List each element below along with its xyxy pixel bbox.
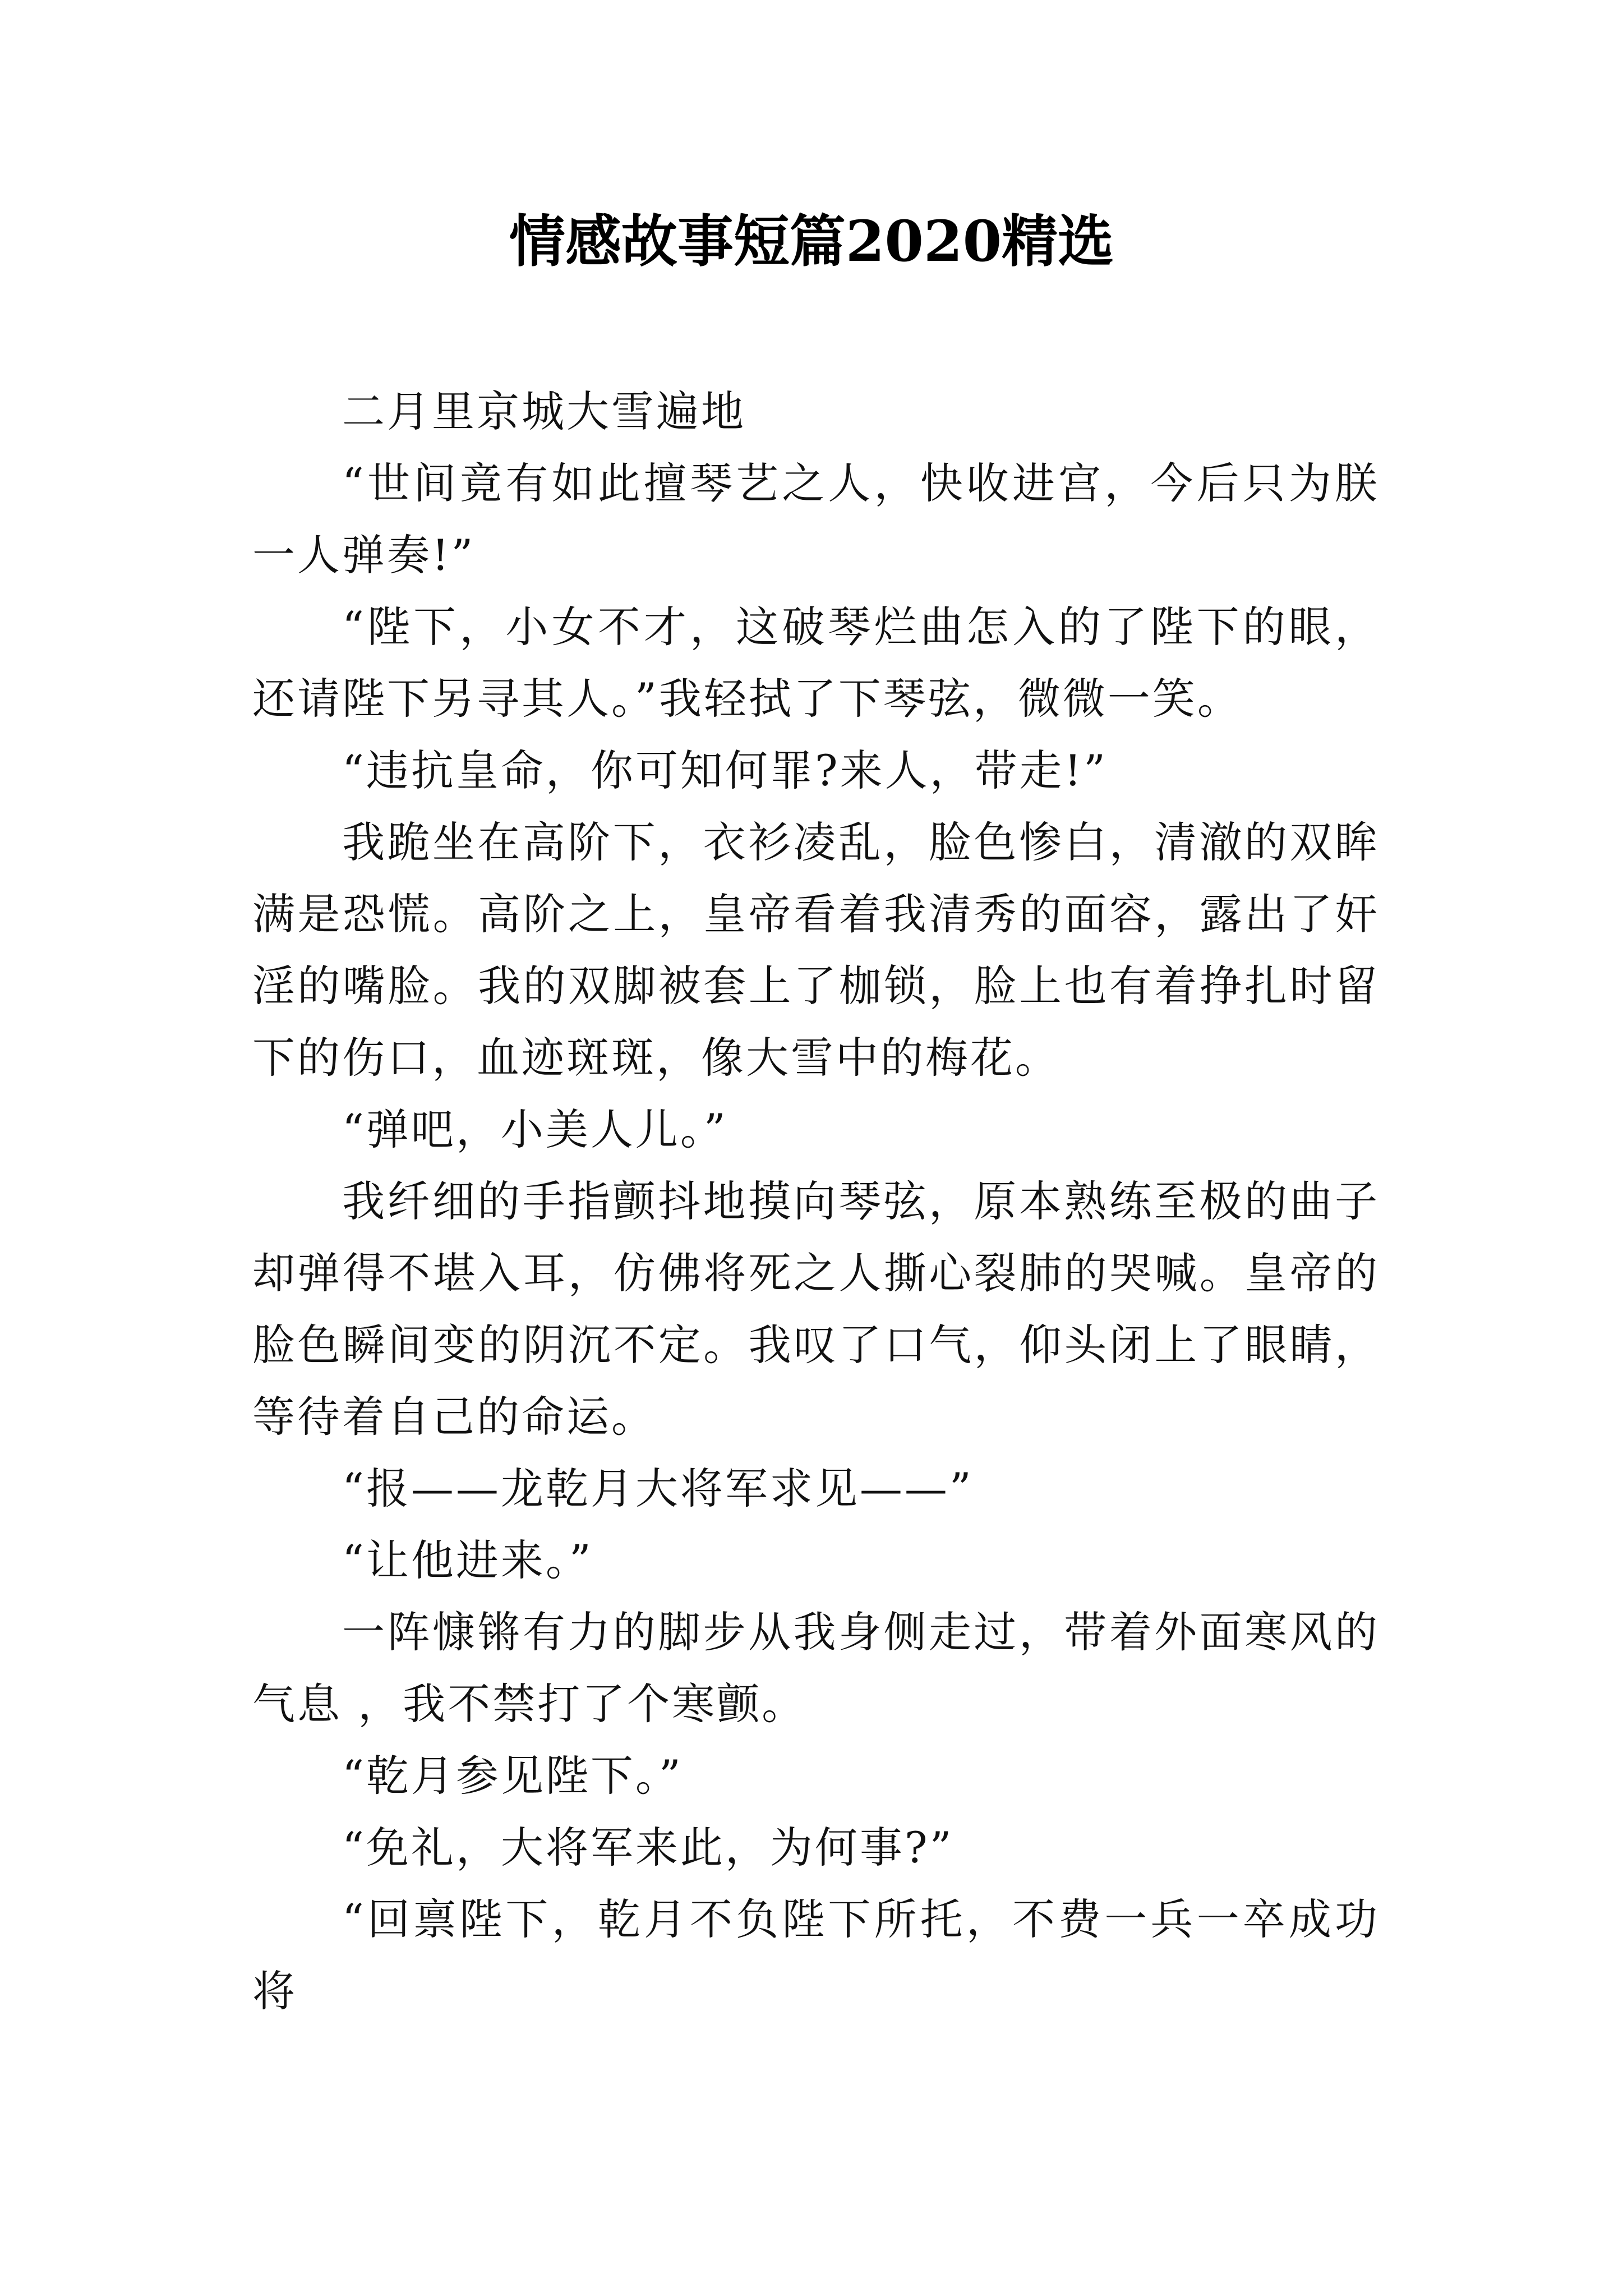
document-body [252,376,1380,2027]
paragraph: “世间竟有如此擅琴艺之人，快收进宫，今后只为朕一人弹奏!” [252,458,1380,580]
paragraph: “弹吧，小美人儿。” [342,1105,728,1154]
paragraph: “报——龙乾月大将军求见——” [342,1464,974,1513]
paragraph: “陛下，小女不才，这破琴烂曲怎入的了陛下的眼，还请陛下另寻其人。”我轻拭了下琴弦，微微一笑。 [252,602,1380,724]
paragraph: 我跪坐在高阶下，衣衫凌乱，脸色惨白，清澈的双眸满是恐慌。高阶之上，皇帝看着我清秀的面容，露出了奸淫的嘴脸。我的双脚被套上了枷锁，脸上也有着挣扎时留下的伤口，血迹斑斑，像大雪中的梅花。 [252,817,1380,1083]
paragraph: “违抗皇命，你可知何罪?来人，带走!” [342,746,1108,795]
paragraph: 我纤细的手指颤抖地摸向琴弦，原本熟练至极的曲子却弹得不堪入耳，仿佛将死之人撕心裂肺的哭喊。皇帝的脸色瞬间变的阴沉不定。我叹了口气，仰头闭上了眼睛，等待着自己的命运。 [252,1176,1380,1442]
paragraph: 二月里京城大雪遍地 [342,386,746,436]
paragraph: “乾月参见陛下。” [342,1751,683,1801]
paragraph: “回禀陛下，乾月不负陛下所托，不费一兵一卒成功将 [252,1894,1380,2016]
paragraph: 一阵慷锵有力的脚步从我身侧走过，带着外面寒风的气息 ，我不禁打了个寒颤。 [252,1607,1380,1729]
document-title: 情感故事短篇2020精选 [509,208,1114,274]
paragraph: “免礼，大将军来此，为何事?” [342,1823,954,1872]
paragraph: “让他进来。” [342,1535,593,1585]
